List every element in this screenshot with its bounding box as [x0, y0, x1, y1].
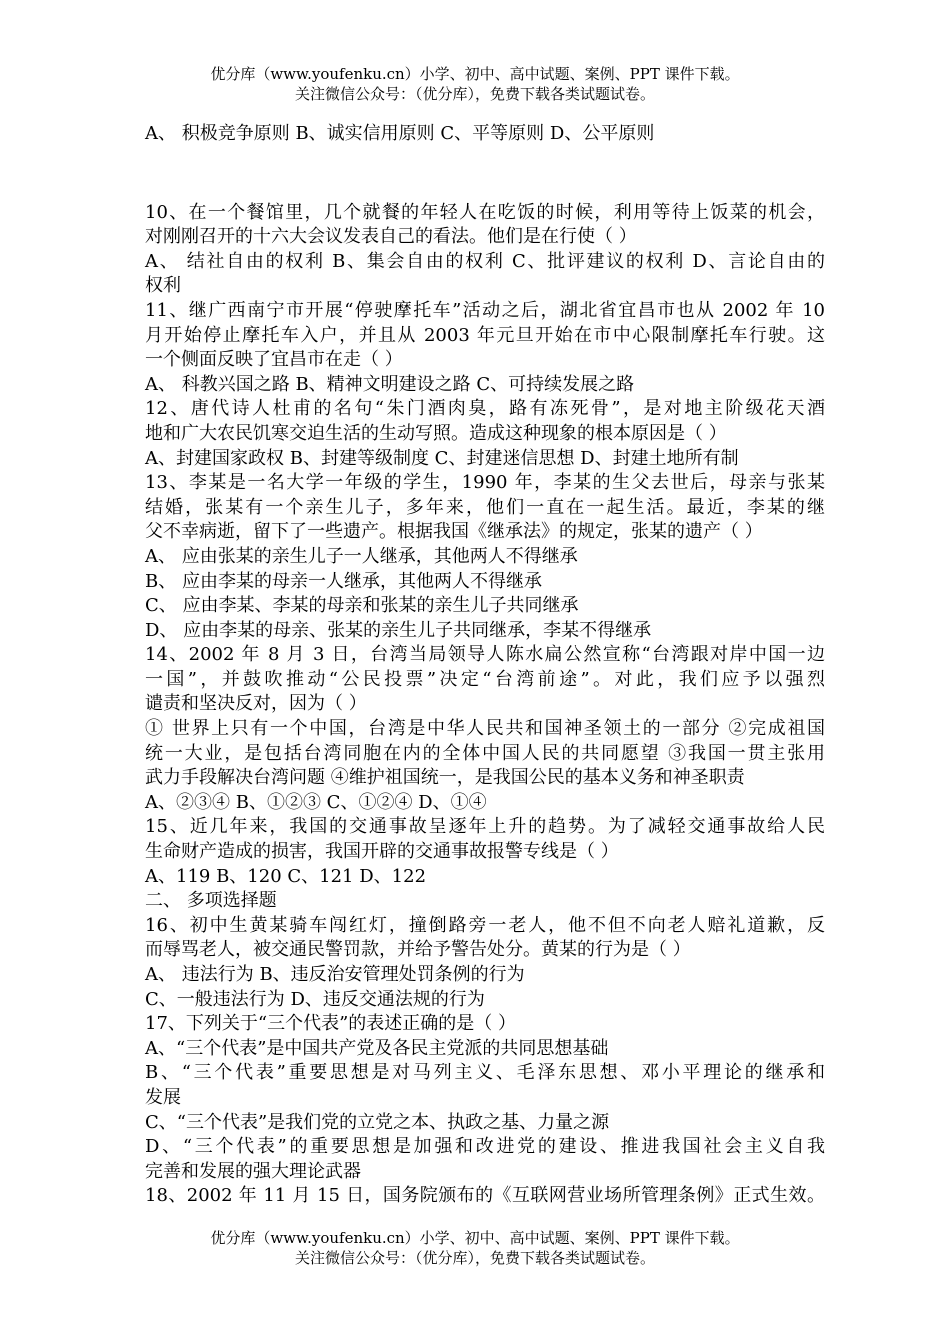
footer-line-1: 优分库（www.youfenku.cn）小学、初中、高中试题、案例、PPT 课件下载。	[210, 1229, 740, 1247]
text-line: A、 违法行为 B、违反治安管理处罚条例的行为	[145, 964, 525, 985]
header-line-2: 关注微信公众号：（优分库），免费下载各类试题试卷。	[294, 85, 655, 103]
document-body	[145, 122, 825, 1209]
text-line: 权利	[145, 275, 181, 297]
text-line: A、封建国家政权 B、封建等级制度 C、封建迷信思想 D、封建土地所有制	[145, 447, 739, 469]
text-line: 11、继广西南宁市开展“停驶摩托车”活动之后，湖北省宜昌市也从 2002 年 10	[145, 299, 825, 321]
text-line: D、 应由李某的母亲、张某的亲生儿子共同继承，李某不得继承	[145, 619, 652, 641]
text-line: 对刚刚召开的十六大会议发表自己的看法。他们是在行使（ ）	[145, 226, 637, 248]
text-line: A、119 B、120 C、121 D、122	[145, 865, 427, 887]
text-line: 10、在一个餐馆里，几个就餐的年轻人在吃饭的时候，利用等待上饭菜的机会，	[145, 201, 825, 223]
text-line: ① 世界上只有一个中国，台湾是中华人民共和国神圣领土的一部分 ②完成祖国	[145, 718, 825, 740]
text-line: C、一般违法行为 D、违反交通法规的行为	[145, 988, 485, 1010]
text-line: A、②③④ B、①②③ C、①②④ D、①④	[145, 791, 487, 813]
options-line: A、 积极竞争原则 B、诚实信用原则 C、平等原则 D、公平原则	[145, 123, 655, 144]
text-line: A、 应由张某的亲生儿子一人继承，其他两人不得继承	[145, 545, 578, 567]
text-line: 一国”，并鼓吹推动“公民投票”决定“台湾前途”。对此，我们应予以强烈	[145, 668, 825, 690]
text-line: 16、初中生黄某骑车闯红灯，撞倒路旁一老人，他不但不向老人赔礼道歉，反	[145, 914, 825, 936]
text-line: 发展	[145, 1086, 181, 1108]
text-line: 月开始停止摩托车入户，并且从 2003 年元旦开始在市中心限制摩托车行驶。这	[145, 324, 825, 346]
text-line: 一个侧面反映了宜昌市在走（ ）	[145, 349, 403, 371]
page-header	[0, 64, 950, 104]
text-line: 地和广大农民饥寒交迫生活的生动写照。造成这种现象的根本原因是（ ）	[145, 422, 727, 444]
text-line: 12、唐代诗人杜甫的名句“朱门酒肉臭，路有冻死骨”，是对地主阶级花天酒	[145, 398, 825, 420]
text-line: B、“三个代表”重要思想是对马列主义、毛泽东思想、邓小平理论的继承和	[145, 1062, 825, 1084]
section-heading: 二、 多项选择题	[145, 890, 277, 912]
text-line: 18、2002 年 11 月 15 日，国务院颁布的《互联网营业场所管理条例》正式生效。	[145, 1185, 825, 1207]
text-line: 生命财产造成的损害，我国开辟的交通事故报警专线是（ ）	[145, 841, 619, 863]
text-line: 14、2002 年 8 月 3 日，台湾当局领导人陈水扁公然宣称“台湾跟对岸中国一边	[145, 644, 825, 666]
text-line: 武力手段解决台湾问题 ④维护祖国统一，是我国公民的基本义务和神圣职责	[145, 767, 745, 789]
text-line: 15、近几年来，我国的交通事故呈逐年上升的趋势。为了减轻交通事故给人民	[145, 816, 825, 838]
text-line: A、 科教兴国之路 B、精神文明建设之路 C、可持续发展之路	[145, 373, 635, 395]
text-line: 完善和发展的强大理论武器	[145, 1160, 361, 1182]
text-line: 17、下列关于“三个代表”的表述正确的是（ ）	[145, 1013, 517, 1035]
blank-gap	[145, 147, 825, 201]
text-line: C、 应由李某、李某的母亲和张某的亲生儿子共同继承	[145, 595, 579, 617]
text-line: A、“三个代表”是中国共产党及各民主党派的共同思想基础	[145, 1037, 609, 1059]
text-line: 父不幸病逝，留下了一些遗产。根据我国《继承法》的规定，张某的遗产（ ）	[145, 521, 763, 543]
page-footer	[0, 1228, 950, 1268]
text-line: 13、李某是一名大学一年级的学生，1990 年，李某的生父去世后，母亲与张某	[145, 472, 825, 494]
header-line-1: 优分库（www.youfenku.cn）小学、初中、高中试题、案例、PPT 课件下载。	[210, 65, 740, 83]
text-line: 结婚，张某有一个亲生儿子，多年来，他们一直在一起生活。最近，李某的继	[145, 496, 825, 518]
text-line: A、 结社自由的权利 B、集会自由的权利 C、批评建议的权利 D、言论自由的	[145, 250, 825, 272]
text-line: B、 应由李某的母亲一人继承，其他两人不得继承	[145, 570, 542, 592]
text-line: 统一大业，是包括台湾同胞在内的全体中国人民的共同愿望 ③我国一贯主张用	[145, 742, 825, 764]
text-line: D、“三个代表”的重要思想是加强和改进党的建设、推进我国社会主义自我	[145, 1136, 825, 1158]
text-line: 而辱骂老人，被交通民警罚款，并给予警告处分。黄某的行为是（ ）	[145, 939, 691, 961]
text-line: 谴责和坚决反对，因为（ ）	[145, 693, 367, 715]
text-line: C、“三个代表”是我们党的立党之本、执政之基、力量之源	[145, 1111, 610, 1133]
footer-line-2: 关注微信公众号：（优分库），免费下载各类试题试卷。	[294, 1249, 655, 1267]
